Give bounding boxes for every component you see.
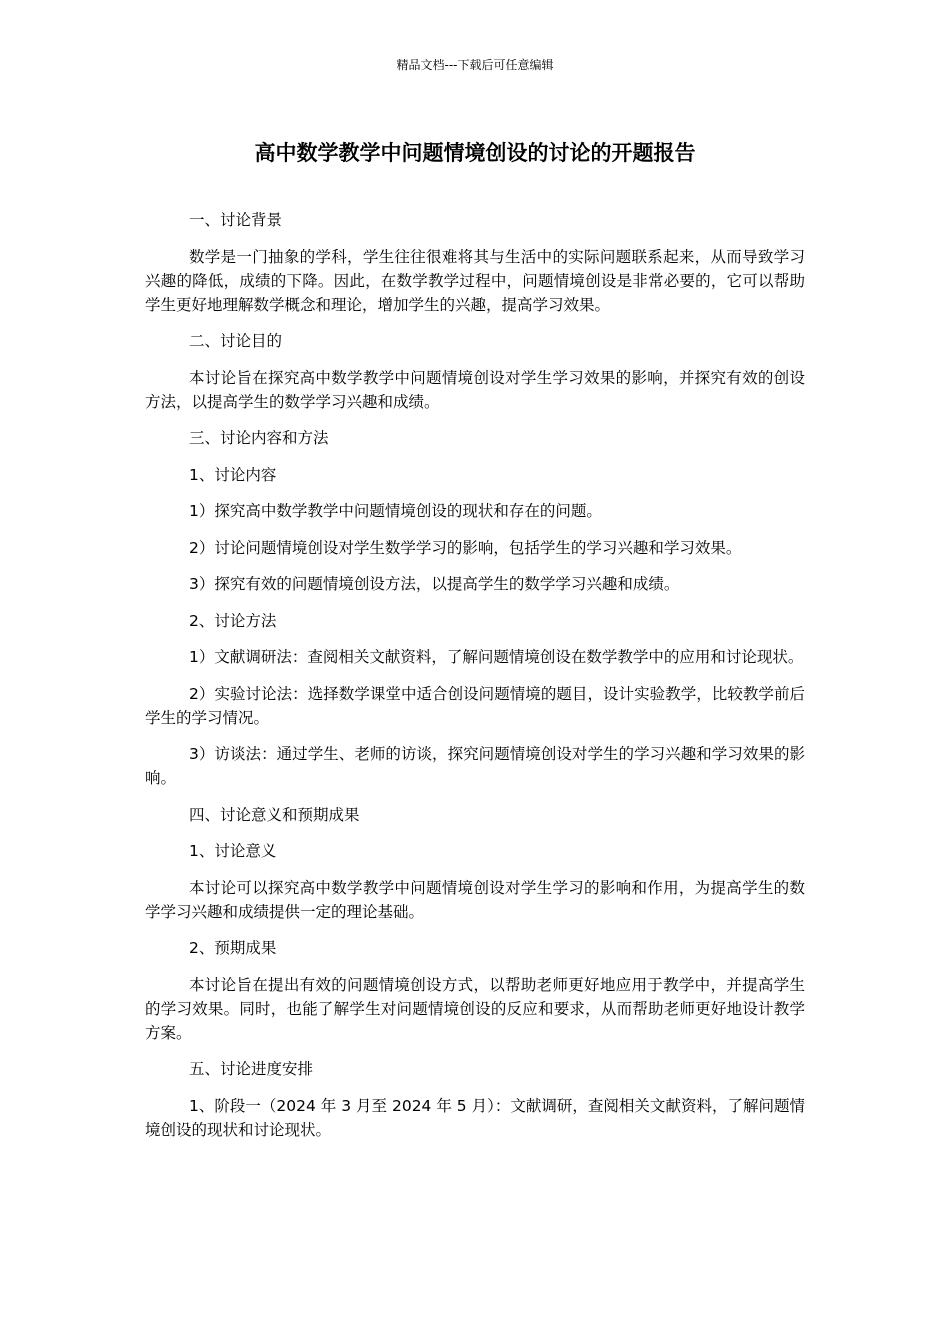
document-title: 高中数学教学中问题情境创设的讨论的开题报告 <box>254 141 696 165</box>
document-body <box>145 208 805 1154</box>
paragraph-significance: 本讨论可以探究高中数学教学中问题情境创设对学生学习的影响和作用，为提高学生的数学学习兴趣和成绩提供一定的理论基础。 <box>145 878 805 921</box>
paragraph-schedule-stage-1: 1、阶段一（2024 年 3 月至 2024 年 5 月）：文献调研，查阅相关文献资料，了解问题情境创设的现状和讨论现状。 <box>145 1096 805 1139</box>
list-item: 3）探究有效的问题情境创设方法，以提高学生的数学学习兴趣和成绩。 <box>189 575 680 593</box>
list-item: 3）访谈法：通过学生、老师的访谈，探究问题情境创设对学生的学习兴趣和学习效果的影响。 <box>145 745 805 787</box>
paragraph-purpose: 本讨论旨在探究高中数学教学中问题情境创设对学生学习效果的影响，并探究有效的创设方法，以提高学生的数学学习兴趣和成绩。 <box>145 368 805 411</box>
list-item: 1）文献调研法：查阅相关文献资料，了解问题情境创设在数学教学中的应用和讨论现状。 <box>189 648 804 666</box>
section-heading-content-method: 三、讨论内容和方法 <box>189 429 329 447</box>
paragraph-background: 数学是一门抽象的学科，学生往往很难将其与生活中的实际问题联系起来，从而导致学习兴趣的降低，成绩的下降。因此，在数学教学过程中，问题情境创设是非常必要的，它可以帮助学生更好地理解数学概念和理论，增加学生的兴趣，提高学习效果。 <box>145 247 805 314</box>
section-heading-schedule: 五、讨论进度安排 <box>189 1060 314 1078</box>
subheading-significance: 1、讨论意义 <box>189 842 277 860</box>
subheading-method: 2、讨论方法 <box>189 611 277 630</box>
list-item: 1）探究高中数学教学中问题情境创设的现状和存在的问题。 <box>189 502 602 520</box>
section-heading-significance: 四、讨论意义和预期成果 <box>189 805 360 824</box>
list-item: 2）讨论问题情境创设对学生数学学习的影响，包括学生的学习兴趣和学习效果。 <box>189 538 742 557</box>
subheading-content: 1、讨论内容 <box>189 465 277 484</box>
paragraph-expected-results: 本讨论旨在提出有效的问题情境创设方式，以帮助老师更好地应用于教学中，并提高学生的学习效果。同时，也能了解学生对问题情境创设的反应和要求，从而帮助老师更好地设计教学方案。 <box>145 975 805 1042</box>
list-item: 2）实验讨论法：选择数学课堂中适合创设问题情境的题目，设计实验教学，比较教学前后学生的学习情况。 <box>145 684 805 727</box>
section-heading-background: 一、讨论背景 <box>189 211 283 229</box>
section-heading-purpose: 二、讨论目的 <box>189 332 283 350</box>
page-header: 精品文档---下载后可任意编辑 <box>396 58 554 72</box>
subheading-expected-results: 2、预期成果 <box>189 939 277 957</box>
